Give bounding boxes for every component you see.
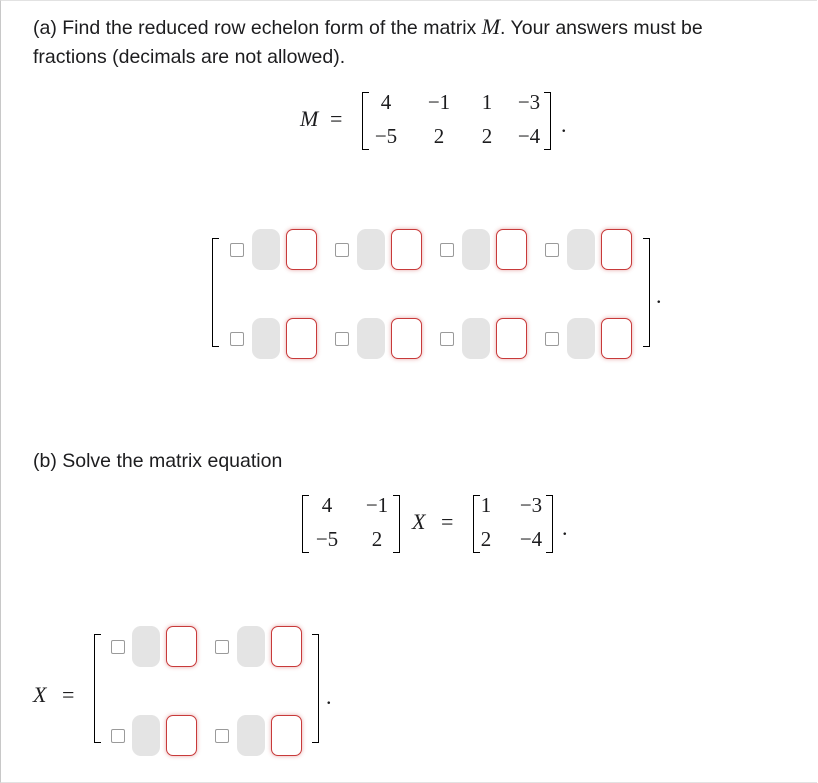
matrix-m-equals: = xyxy=(330,106,343,131)
rref-period: . xyxy=(656,283,662,308)
rref-r1c1-input[interactable] xyxy=(286,229,317,270)
rref-r1c2-slot xyxy=(357,229,385,270)
eq-left-matrix-right-bracket xyxy=(393,495,400,553)
eq-left-matrix-cell: −1 xyxy=(365,493,389,517)
x-answer-equals: = xyxy=(62,682,75,707)
rref-r1c1-slot xyxy=(252,229,280,270)
eq-equals: = xyxy=(441,509,454,534)
eq-left-matrix-cell: −5 xyxy=(315,527,339,551)
rref-r2c1-slot xyxy=(252,318,280,359)
rref-r1c3-slot xyxy=(462,229,490,270)
part-a-prompt xyxy=(33,12,703,43)
matrix-m-cell: 2 xyxy=(433,124,445,148)
rref-r2c3-slot xyxy=(462,318,490,359)
x-r2c1-input[interactable] xyxy=(166,715,197,756)
rref-r2c4-input[interactable] xyxy=(601,318,632,359)
x-r1c2-input[interactable] xyxy=(271,626,302,667)
rref-r1c4-input[interactable] xyxy=(601,229,632,270)
eq-right-matrix-cell: −4 xyxy=(519,527,543,551)
matrix-m-cell: −3 xyxy=(517,90,541,114)
matrix-m-cell: 2 xyxy=(481,124,493,148)
rref-r2c3-input[interactable] xyxy=(496,318,527,359)
rref-r2c2-input[interactable] xyxy=(391,318,422,359)
rref-r1c3-check[interactable] xyxy=(440,243,454,257)
eq-right-matrix-cell: 1 xyxy=(480,493,492,517)
rref-r2c2-slot xyxy=(357,318,385,359)
x-r2c1-slot xyxy=(132,715,160,756)
x-r1c2-slot xyxy=(237,626,265,667)
rref-r1c4-slot xyxy=(567,229,595,270)
part-a-prompt-var: M xyxy=(481,14,501,39)
part-b-prompt: (b) Solve the matrix equation xyxy=(33,450,283,472)
matrix-m-cell: −5 xyxy=(374,124,398,148)
x-r1c1-input[interactable] xyxy=(166,626,197,667)
x-right-bracket xyxy=(312,634,319,743)
matrix-m-cell: 4 xyxy=(380,90,392,114)
eq-left-matrix-cell: 4 xyxy=(321,493,333,517)
rref-r1c4-check[interactable] xyxy=(545,243,559,257)
x-r1c2-check[interactable] xyxy=(215,640,229,654)
rref-r2c4-slot xyxy=(567,318,595,359)
x-r2c1-check[interactable] xyxy=(111,729,125,743)
eq-period: . xyxy=(562,515,568,540)
x-answer-period: . xyxy=(326,684,332,709)
eq-right-matrix-cell: −3 xyxy=(519,493,543,517)
eq-right-matrix-cell: 2 xyxy=(480,527,492,551)
matrix-m-left-bracket xyxy=(362,92,369,150)
x-r1c1-slot xyxy=(132,626,160,667)
part-a-prompt-text: (a) Find the reduced row echelon form of the matrix xyxy=(33,17,482,39)
rref-r2c1-check[interactable] xyxy=(230,332,244,346)
rref-r1c2-input[interactable] xyxy=(391,229,422,270)
matrix-m-cell: 1 xyxy=(481,90,493,114)
part-a-prompt-line2: fractions (decimals are not allowed). xyxy=(33,46,346,68)
rref-r2c1-input[interactable] xyxy=(286,318,317,359)
rref-r2c3-check[interactable] xyxy=(440,332,454,346)
x-left-bracket xyxy=(94,634,101,743)
rref-r2c2-check[interactable] xyxy=(335,332,349,346)
rref-left-bracket xyxy=(212,238,219,347)
rref-r1c3-input[interactable] xyxy=(496,229,527,270)
eq-variable-x: X xyxy=(412,509,426,534)
x-answer-label: X xyxy=(33,682,47,707)
matrix-m-label: M xyxy=(300,106,319,131)
rref-right-bracket xyxy=(643,238,650,347)
eq-left-matrix-left-bracket xyxy=(302,495,309,553)
rref-r2c4-check[interactable] xyxy=(545,332,559,346)
x-r2c2-check[interactable] xyxy=(215,729,229,743)
part-a-prompt-text-end: . Your answers must be xyxy=(500,17,703,39)
rref-r1c2-check[interactable] xyxy=(335,243,349,257)
x-r1c1-check[interactable] xyxy=(111,640,125,654)
matrix-m-cell: −1 xyxy=(427,90,451,114)
x-r2c2-input[interactable] xyxy=(271,715,302,756)
matrix-m-period: . xyxy=(561,112,567,137)
x-r2c2-slot xyxy=(237,715,265,756)
rref-r1c1-check[interactable] xyxy=(230,243,244,257)
matrix-m-cell: −4 xyxy=(517,124,541,148)
eq-left-matrix-cell: 2 xyxy=(371,527,383,551)
